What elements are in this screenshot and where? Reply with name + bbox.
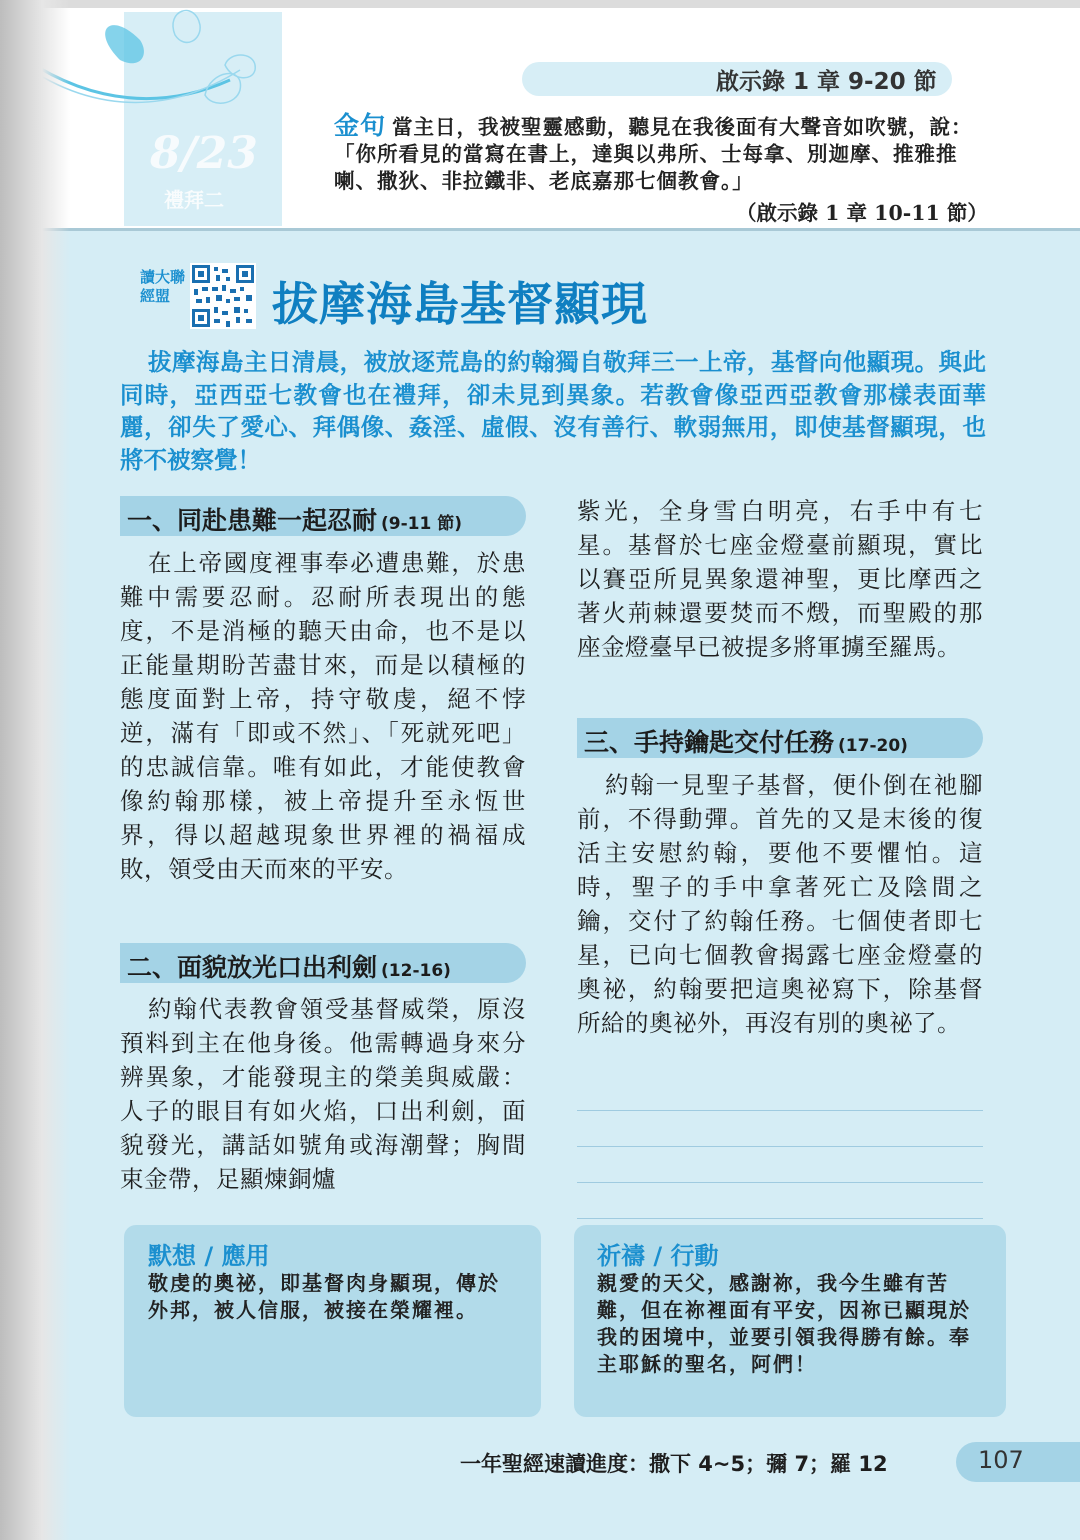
reading-progress: 一年聖經速讀進度：撒下 4~5；彌 7；羅 12 bbox=[460, 1452, 888, 1476]
key-verse bbox=[334, 112, 984, 195]
date: 8/23 bbox=[150, 128, 258, 179]
weekday: 禮拜二 bbox=[164, 188, 224, 212]
section-1-verses: (9-11 節) bbox=[381, 514, 463, 534]
section-3-body: 約翰一見聖子基督，便仆倒在祂腳前，不得動彈。首先的又是末後的復活主安慰約翰，要他不要懼怕。這時，聖子的手中拿著死亡及陰間之鑰，交付了約翰任務。七個使者即七星，已向七個教會揭露七座金燈臺的奧祕，約翰要把這奧祕寫下，除基督所給的奧祕外，再沒有別的奧祕了。 bbox=[577, 771, 983, 1037]
section-1-title: 一、同赴患難一起忍耐 bbox=[127, 506, 378, 535]
page-title: 拔摩海島基督顯現 bbox=[272, 277, 648, 331]
meditation-title: 默想 / 應用 bbox=[148, 1242, 270, 1270]
section-2-body: 約翰代表教會領受基督威榮，原沒預料到主在他身後。他需轉過身來分辨異象，才能發現主的榮美與威嚴：人子的眼目有如火焰，口出利劍，面貌發光，講話如號角或海潮聲；胸間束金帶，足顯煉銅爐 bbox=[120, 995, 526, 1193]
section-2-heading bbox=[127, 948, 451, 984]
prayer-title: 祈禱 / 行動 bbox=[597, 1242, 719, 1270]
page-number: 107 bbox=[978, 1446, 1024, 1474]
key-verse-text: 當主日，我被聖靈感動，聽見在我後面有大聲音如吹號，說：「你所看見的當寫在書上，達與以弗所、士每拿、別迦摩、推雅推喇、撒狄、非拉鐵非、老底嘉那七個教會。」 bbox=[334, 115, 973, 193]
section-2-verses: (12-16) bbox=[381, 961, 451, 981]
section-3-heading bbox=[584, 723, 908, 759]
section-2-body-continued: 紫光，全身雪白明亮，右手中有七星。基督於七座金燈臺前顯現，實比以賽亞所見異象還神聖，更比摩西之著火荊棘還要焚而不燬，而聖殿的那座金燈臺早已被提多將軍擄至羅馬。 bbox=[577, 497, 983, 661]
page-binding-shadow bbox=[0, 0, 70, 1540]
key-verse-label: 金句 bbox=[334, 111, 387, 140]
note-line[interactable] bbox=[577, 1218, 983, 1219]
section-1-heading bbox=[127, 501, 462, 537]
meditation-text: 敬虔的奧祕，即基督肉身顯現，傳於外邦，被人信服，被接在榮耀裡。 bbox=[148, 1271, 500, 1322]
section-1-body: 在上帝國度裡事奉必遭患難，於患難中需要忍耐。忍耐所表現出的態度，不是消極的聽天由命，也不是以正能量期盼苦盡甘來，而是以積極的態度面對上帝，持守敬虔，絕不悖逆，滿有「即或不然」、「死就死吧」的忠誠信靠。唯有如此，才能使教會像約翰那樣，被上帝提升至永恆世界，得以超越現象世界裡的禍福成敗，領受由天而來的平安。 bbox=[120, 549, 526, 883]
section-2-title: 二、面貌放光口出利劍 bbox=[127, 953, 378, 982]
key-verse-ref: （啟示錄 1 章 10-11 節） bbox=[736, 201, 988, 225]
intro-paragraph: 拔摩海島主日清晨，被放逐荒島的約翰獨自敬拜三一上帝，基督向他顯現。與此同時，亞西亞七教會也在禮拜，卻未見到異象。若教會像亞西亞教會那樣表面華麗，卻失了愛心、拜偶像、姦淫、虛假、沒有善行、軟弱無用，即使基督顯現，也將不被察覺！ bbox=[120, 348, 986, 474]
qr-label: 讀大聯經盟 bbox=[140, 268, 186, 305]
qr-code-icon[interactable] bbox=[190, 263, 256, 329]
note-line[interactable] bbox=[577, 1146, 983, 1147]
note-line[interactable] bbox=[577, 1110, 983, 1111]
section-3-verses: (17-20) bbox=[838, 736, 908, 756]
prayer-text: 親愛的天父，感謝祢，我今生雖有苦難，但在祢裡面有平安，因祢已顯現於我的困境中，並要引領我得勝有餘。奉主耶穌的聖名，阿們！ bbox=[597, 1271, 971, 1376]
section-3-title: 三、手持鑰匙交付任務 bbox=[584, 728, 835, 757]
passage-ref: 啟示錄 1 章 9-20 節 bbox=[716, 69, 937, 95]
note-line[interactable] bbox=[577, 1182, 983, 1183]
